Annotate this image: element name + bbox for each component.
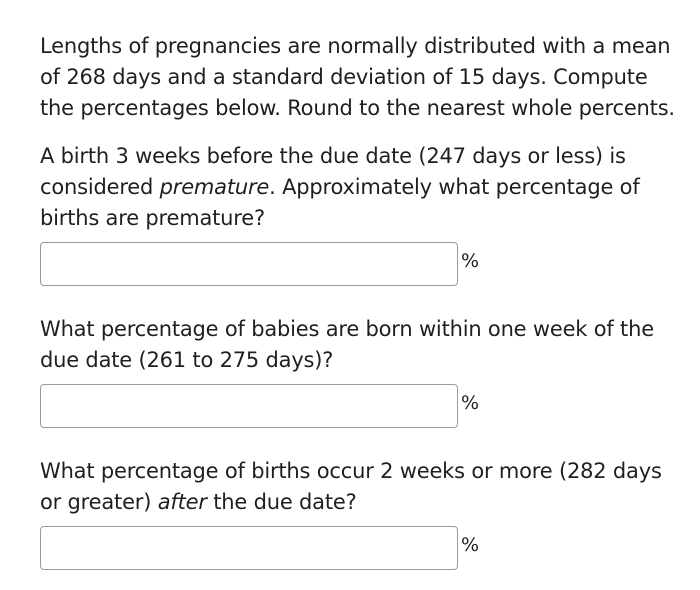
question-1-text (40, 141, 680, 234)
answer-input-1[interactable] (40, 242, 458, 286)
answer-input-3[interactable] (40, 526, 458, 570)
answer-input-2[interactable] (40, 384, 458, 428)
answer-row-1 (40, 242, 680, 292)
percent-unit-3: % (461, 534, 480, 556)
answer-row-2 (40, 384, 680, 434)
question-1-text-before: A birth 3 weeks before the due date (247 days or less) is considered (40, 144, 626, 199)
question-3-text-after: the due date? (206, 490, 357, 514)
question-2-text: What percentage of babies are born within one week of the due date (261 to 275 days)? (40, 317, 654, 372)
question-container (40, 31, 680, 576)
answer-row-3 (40, 526, 680, 576)
problem-intro: Lengths of pregnancies are normally distributed with a mean of 268 days and a standard deviation of 15 days. Compute the percentages below. Round to the nearest whole percents. (40, 34, 675, 120)
question-1-text-after: . Approximately what percentage of births are premature? (40, 175, 640, 230)
question-3-text-before: What percentage of births occur 2 weeks or more (282 days or greater) (40, 459, 662, 514)
question-3-text (40, 456, 680, 518)
percent-unit-2: % (461, 392, 480, 414)
question-3-emphasis: after (157, 490, 207, 514)
percent-unit-1: % (461, 250, 480, 272)
question-1-emphasis: premature (159, 175, 270, 199)
